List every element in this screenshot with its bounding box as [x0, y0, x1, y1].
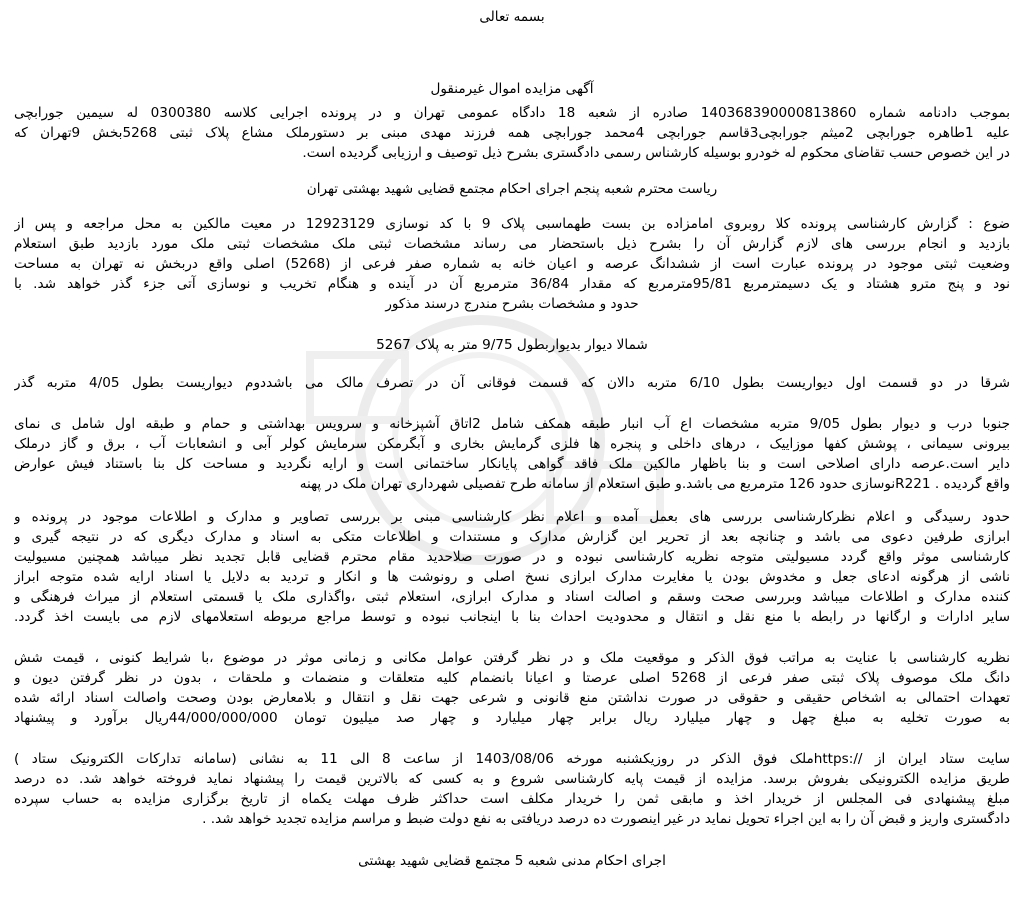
subject-line: نود و پنج مترو هشتاد و یک دسیمترمربع 95/81مترمربع که مقدار 36/84 مترمربع آن در آینده و هنگام تخریب و نوسازی آتی جزء گذر خواهد شد. با	[14, 276, 1010, 292]
auction-line: سایت ستاد ایران از //:httpsملک فوق الذکر در روزیکشنبه مورخه 1403/08/06 از ساعت 8 الی 11 به نشانی (سامانه تدارکات الکترونیک ستاد )	[14, 751, 1010, 767]
south-line: واقع گردیده . R221نوسازی حدود 126 مترمربع می باشد.و طبق استعلام از سامانه طرح تفصیلی شهرداری تهران ملک در پهنه	[299, 476, 1010, 492]
intro-line: بموجب دادنامه شماره 140368390000813860 صادره از شعبه 18 دادگاه عمومی تهران و در پرونده اجرایی کلاسه 0300380 له سیمین جورابچی	[14, 105, 1010, 121]
valuation-line: نظریه کارشناسی با عنایت به مراتب فوق الذکر و موقعیت ملک و در نظر گرفتن عوامل مکانی و زمانی موثر در موضوع ،با شرایط کنونی ، قیمت شش	[14, 650, 1010, 666]
valuation-line: به صورت تخلیه به مبلغ چهل و چهار میلیارد ریال برابر چهار میلیارد و چهار صد میلیون تومان 44/000/000/000ریال برآورد و پیشنهاد	[14, 710, 1010, 726]
heading: بسمه تعالی	[479, 9, 545, 25]
subject-line: بازدید و انجام بررسی های لازم گزارش آن را بشرح ذیل باستحضار می رساند مشخصات ثبتی ملک مشخصات ثبتی ملک مورد بازدید طبق استعلام	[14, 236, 1010, 252]
north-boundary: شمالا دیوار بدیواربطول 9/75 متر به پلاک 5267	[376, 337, 648, 353]
disclaimer-line: سایر ادارات و ارگانها در رابطه با منع نقل و انتقال و محدودیت احداث بنا با اینجانب نبوده و توسط مراجع مربوطه استعلامهای لازم می بایست اخذ گردد.	[14, 609, 1010, 625]
auction-line: مبلغ پیشنهادی فی المجلس از خریدار اخذ و مابقی ثمن را خریدار مکلف است حداکثر ظرف مهلت یکماه از تاریخ برگزاری مزایده به حساب سپرده	[14, 791, 1010, 807]
disclaimer-line: کننده مدارک و اطلاعات میباشد وبررسی صحت وسقم و اصالت اسناد و مدارک ابرازی، استعلام ثبتی ،واگذاری ملک یا قسمتی استعلام از میراث فرهنگی و	[14, 589, 1010, 605]
subject-line: وضعیت ثبتی موجود در پرونده عبارت است از ششدانگ عرصه و اعیان خانه به شماره صفر فرعی از (5268) اصلی واقع دربخش نه تهران به مساحت	[14, 256, 1010, 272]
south-line: جنوبا درب و دیوار بطول 9/05 متربه مشخصات اع آب انبار طبقه همکف شامل 2اتاق آشپزخانه و سرویس بهداشتی و حمام و طبقه اول شامل ی نمای	[14, 416, 1010, 432]
valuation-line: دانگ ملک موصوف پلاک ثبتی صفر فرعی از 5268 اصلی عرصتا و اعیانا بانضمام کلیه متعلقات و منضمات و ملحقات ، بدون در نظر گرفتن دیون و	[14, 670, 1010, 686]
authority-line: ریاست محترم شعبه پنجم اجرای احکام مجتمع قضایی شهید بهشتی تهران	[306, 181, 718, 197]
intro-line: علیه 1طاهره جورابچی 2میثم جورابچی3قاسم جورابچی 4محمد جورابچی همه فرزند مهدی مبنی بر دستورملک مشاع پلاک ثبتی 5268بخش 9تهران که	[14, 125, 1010, 141]
valuation-line: تعهدات احتمالی به اشخاص حقیقی و حقوقی در صورت نداشتن منع قانونی و شرعی جهت نقل و انتقال و بلامعارض بودن وصحت واصالت اسناد ارائه شده	[14, 690, 1010, 706]
subject-line: ضوع : گزارش کارشناسی پرونده کلا روبروی امامزاده بن بست طهماسبی پلاک 9 با کد نوسازی 12923129 در معیت مالکین به محل مراجعه و پس از	[14, 216, 1010, 232]
south-line: بیرونی سیمانی ، پوشش کفها موزاییک ، درهای داخلی و پنجره ها فلزی گرمایش بخاری و آبگرمکن سرمایش کولر آبی و انشعابات آب ، برق و گاز درملک	[14, 436, 1010, 452]
disclaimer-line: حدود رسیدگی و اعلام نظرکارشناسی بررسی های بعمل آمده و اعلام نظر کارشناسی مبنی بر بررسی تصاویر و مدارک و اطلاعات موجود در پرونده و	[14, 509, 1010, 525]
auction-line: دادگستری واریز و قبض آن را به این اجراء تحویل نماید در غیر اینصورت ده درصد دریافتی به نفع دولت ضبط و مراسم مزایده تجدید خواهد شد. .	[202, 811, 1010, 827]
disclaimer-line: ناشی از هرگونه ادعای جعل و مخدوش بودن یا مغایرت مدارک ابرازی نسخ اصلی و رونوشت ها و انکار و تردید به دلایل یا اسناد ارایه شده متوجه ابراز	[14, 569, 1010, 585]
signature-line: اجرای احکام مدنی شعبه 5 مجتمع قضایی شهید بهشتی	[358, 853, 666, 869]
auction-line: طریق مزایده الکترونیکی بفروش برسد. مزایده از قیمت پایه کارشناسی شروع و به کسی که بالاترین قیمت را پیشنهاد نماید فروخته خواهد شد. ده درصد	[14, 771, 1010, 787]
disclaimer-line: ابرازی طرفین دعوی می باشد و چنانچه بعد از تحریر این گزارش مدارک و مستندات و اطلاعات متکی به اسناد و مدارک دیگری که در نتیجه گیری و	[14, 529, 1010, 545]
east-boundary: شرقا در دو قسمت اول دیواریست بطول 6/10 متربه دالان که قسمت فوقانی آن در تصرف مالک می باشددوم دیواریست بطول 4/05 متربه گذر	[14, 375, 1010, 391]
south-line: دایر است.عرصه دارای اصلاحی است و بنا باظهار مالکین ملک فاقد گواهی پایانکار ساختمانی است و ارایه نگردید و مساحت کل بنا باستناد فیش عوارض	[14, 456, 1010, 472]
intro-line: در این خصوص حسب تقاضای محکوم له خودرو بوسیله کارشناس رسمی دادگستری بشرح ذیل توصیف و ارزیابی گردیده است.	[302, 145, 1010, 161]
notice-title: آگهی مزایده اموال غیرمنقول	[430, 81, 594, 97]
subject-line: حدود و مشخصات بشرح مندرج درسند مذکور	[385, 296, 639, 312]
disclaimer-line: کارشناسی موثر واقع گردد مسیولیتی متوجه نظریه کارشناسی نبوده و در صورت صلاحدید مقام محترم قضایی قابل تجدید نظر میباشد همچنین مسیولیت	[14, 549, 1010, 565]
